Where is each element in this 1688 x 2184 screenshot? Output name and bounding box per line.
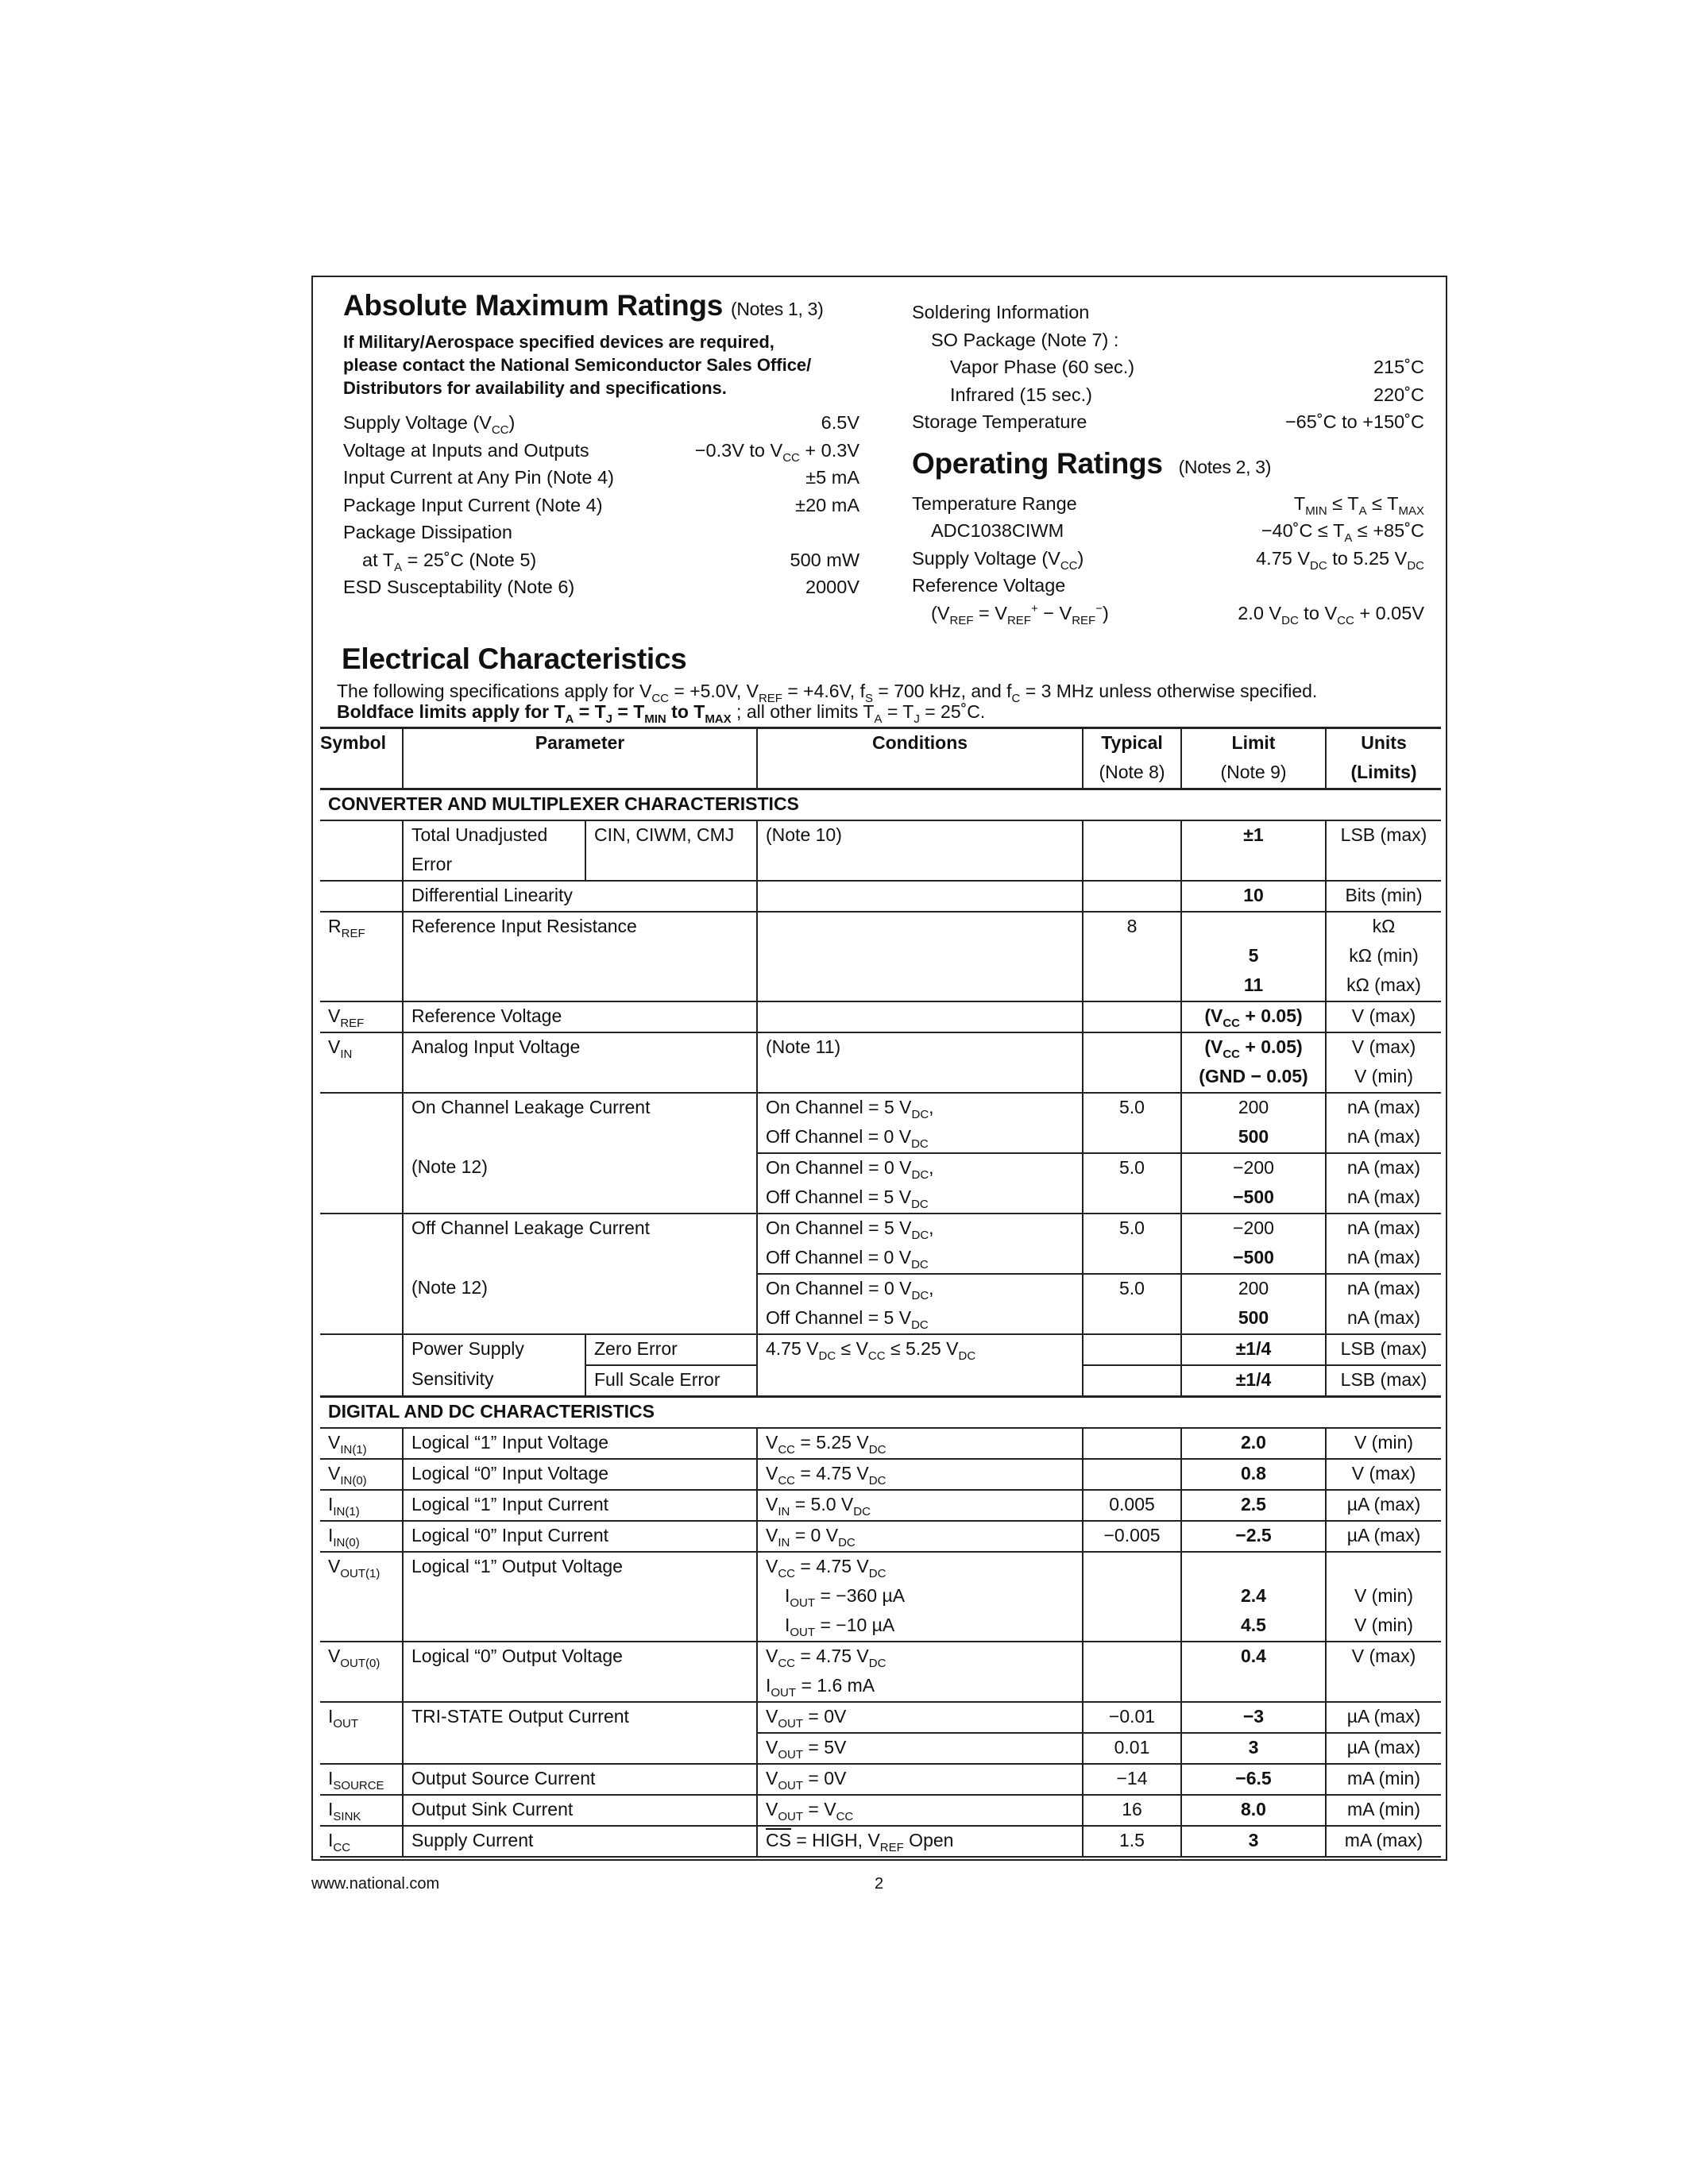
table-row: $V_{IN(1)}$ Logical “1” Input Voltage $V_{CC} = 5.25$ $V_{DC}$ 2.0 V (min) (320, 1428, 1441, 1459)
table-row: Sensitivity Full Scale Error ±1/4 LSB (max) (320, 1365, 1441, 1397)
header-row (320, 728, 1441, 759)
table-row: $R_{REF}$ Reference Input Resistance 8 kΩ (320, 912, 1441, 942)
abs-max-list (343, 409, 859, 601)
page-number: 2 (875, 1875, 884, 1893)
col-parameter: Parameter (403, 728, 757, 759)
table-row: $V_{REF}$ Reference Voltage $(V_{CC} + 0.05)$ V (max) (320, 1001, 1441, 1032)
abs-max-row: Supply Voltage $(V_{CC})$ 6.5V (343, 412, 859, 437)
table-row: $I_{IN(0)}$ Logical “0” Input Current $V_{IN} = 0$ $V_{DC}$ −0.005 −2.5 µA (max) (320, 1521, 1441, 1552)
typical-note: (Note 8) (1083, 758, 1181, 789)
table-row: (GND − 0.05) V (min) (320, 1063, 1441, 1093)
ec-intro-line1: The following specifications apply for $V_{CC} = +5.0V$, $V_{REF} = +4.6V$, $f_S = 700$ kHz, and $f_C = 3$ MHz unless otherwise specified. (337, 681, 1318, 705)
table-row: $V_{OUT} = 5V$ 0.01 3 µA (max) (320, 1733, 1441, 1764)
op-row: Temperature Range $T_{MIN} \le T_A \le T_{MAX}$ (912, 492, 1424, 518)
limit-note: (Note 9) (1181, 758, 1326, 789)
soldering-so: SO Package (Note 7) : (931, 329, 1119, 350)
table-row: $V_{IN}$ Analog Input Voltage (Note 11) $(V_{CC} + 0.05)$ V (max) (320, 1032, 1441, 1063)
op-row: ADC1038CIWM −40˚C ≤ $T_A$ ≤ +85˚C (931, 520, 1424, 545)
section-header: DIGITAL AND DC CHARACTERISTICS (320, 1397, 1441, 1429)
table-row: 5 kΩ (min) (320, 942, 1441, 971)
op-row: Reference Voltage (912, 575, 1066, 596)
table-row: Off Channel Leakage Current On Channel = 5 $V_{DC}$, 5.0 −200 nA (max) (320, 1214, 1441, 1244)
table-row: 11 kΩ (max) (320, 971, 1441, 1001)
storage-temp: Storage Temperature −65˚C to +150˚C (912, 411, 1424, 432)
header-row-2 (320, 758, 1441, 789)
abs-max-row: Package Dissipation (343, 522, 512, 542)
abs-max-row: at $T_A$ = 25˚C (Note 5) 500 mW (362, 549, 859, 574)
table-row: $I_{OUT} = 1.6$ mA (320, 1672, 1441, 1702)
table-row: Off Channel = 0 $V_{DC}$ 500 nA (max) (320, 1123, 1441, 1153)
ec-title: Electrical Characteristics (342, 642, 687, 675)
table-row: (Note 12) On Channel = 0 $V_{DC}$, 5.0 200 nA (max) (320, 1274, 1441, 1304)
table-row: Error (320, 851, 1441, 881)
soldering-vapor: Vapor Phase (60 sec.) 215˚C (950, 357, 1424, 377)
op-list (912, 490, 1424, 627)
table-row: $I_{OUT}$ TRI-STATE Output Current $V_{OUT} = 0V$ −0.01 −3 µA (max) (320, 1702, 1441, 1733)
table-row: $V_{OUT(0)}$ Logical “0” Output Voltage $V_{CC} = 4.75$ $V_{DC}$ 0.4 V (max) (320, 1642, 1441, 1672)
electrical-characteristics-table (320, 727, 1441, 1858)
table-row: (Note 12) On Channel = 0 $V_{DC}$, 5.0 −200 nA (max) (320, 1153, 1441, 1183)
table-row: Power Supply Zero Error 4.75 $V_{DC} \le V_{CC} \le 5.25$ $V_{DC}$ ±1/4 LSB (max) (320, 1334, 1441, 1365)
units-note: (Limits) (1326, 758, 1441, 789)
abs-max-section (343, 289, 859, 601)
abs-max-title: Absolute Maximum Ratings (Notes 1, 3) (343, 289, 824, 322)
col-conditions: Conditions (757, 728, 1083, 759)
col-typical: Typical (1083, 728, 1181, 759)
ec-intro-line2: Boldface limits apply for $T_A = T_J = T_{MIN}$ to $T_{MAX}$ ; all other limits $T_A = T_J$ = 25˚C. (337, 701, 986, 726)
col-symbol: Symbol (320, 732, 387, 753)
op-row: $(V_{REF} = V_{REF}^+ - V_{REF}^-)$ 2.0 $V_{DC}$ to $V_{CC} + 0.05V$ (931, 601, 1424, 627)
footer-url[interactable]: www.national.com (311, 1875, 440, 1893)
table-row: $I_{CC}$ Supply Current $\overline{CS}$ = HIGH, $V_{REF}$ Open 1.5 3 mA (max) (320, 1826, 1441, 1857)
abs-max-row: ESD Susceptability (Note 6) 2000V (343, 577, 859, 597)
table-row: $I_{OUT} = -360$ µA 2.4 V (min) (320, 1582, 1441, 1611)
soldering-list (912, 299, 1424, 436)
col-limit: Limit (1181, 728, 1326, 759)
table-row: Off Channel = 5 $V_{DC}$ 500 nA (max) (320, 1304, 1441, 1334)
abs-max-warning: If Military/Aerospace specified devices are required, please contact the National Semiconductor Sales Office/ Distributors for availability and specifications. (343, 332, 812, 398)
abs-max-row: Package Input Current (Note 4) ±20 mA (343, 494, 859, 515)
table-row: $I_{IN(1)}$ Logical “1” Input Current $V_{IN} = 5.0$ $V_{DC}$ 0.005 2.5 µA (max) (320, 1490, 1441, 1521)
table-row: On Channel Leakage Current On Channel = 5 $V_{DC}$, 5.0 200 nA (max) (320, 1093, 1441, 1123)
table-row: Differential Linearity 10 Bits (min) (320, 881, 1441, 912)
section-header: CONVERTER AND MULTIPLEXER CHARACTERISTICS (320, 789, 1441, 821)
soldering-title: Soldering Information (912, 302, 1090, 322)
table-row: $I_{SOURCE}$ Output Source Current $V_{OUT} = 0V$ −14 −6.5 mA (min) (320, 1764, 1441, 1795)
op-row: Supply Voltage $(V_{CC})$ 4.75 $V_{DC}$ to 5.25 $V_{DC}$ (912, 547, 1424, 573)
abs-max-row: Input Current at Any Pin (Note 4) ±5 mA (343, 467, 859, 488)
right-column (912, 299, 1424, 627)
table-row: $I_{SINK}$ Output Sink Current $V_{OUT} = V_{CC}$ 16 8.0 mA (min) (320, 1795, 1441, 1826)
table-row: Total Unadjusted CIN, CIWM, CMJ (Note 10) ±1 LSB (max) (320, 820, 1441, 851)
table-row: $V_{OUT(1)}$ Logical “1” Output Voltage $V_{CC} = 4.75$ $V_{DC}$ (320, 1552, 1441, 1582)
table-row: Off Channel = 0 $V_{DC}$ −500 nA (max) (320, 1244, 1441, 1274)
abs-max-row: Voltage at Inputs and Outputs −0.3V to $V_{CC} + 0.3V$ (343, 439, 859, 465)
table-row: Off Channel = 5 $V_{DC}$ −500 nA (max) (320, 1183, 1441, 1214)
col-units: Units (1326, 728, 1441, 759)
op-title: Operating Ratings (Notes 2, 3) (912, 446, 1272, 480)
soldering-infrared: Infrared (15 sec.) 220˚C (950, 384, 1424, 405)
table-row: $V_{IN(0)}$ Logical “0” Input Voltage $V_{CC} = 4.75$ $V_{DC}$ 0.8 V (max) (320, 1459, 1441, 1490)
table-row: $I_{OUT} = -10$ µA 4.5 V (min) (320, 1611, 1441, 1642)
